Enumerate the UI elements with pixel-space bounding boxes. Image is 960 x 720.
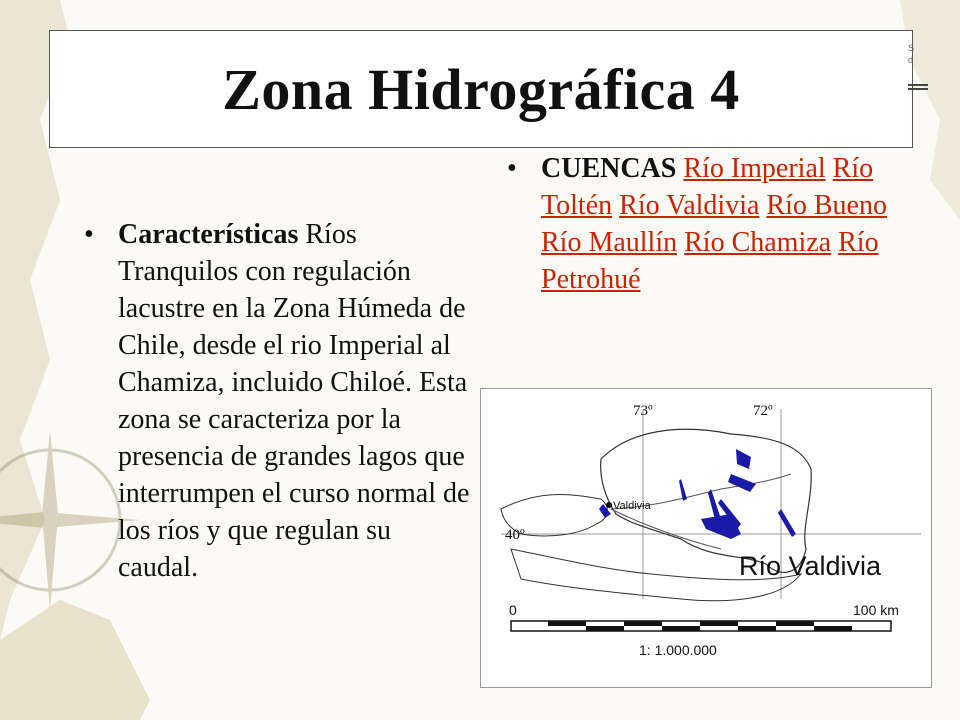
- caracteristicas-text: Ríos Tranquilos con regulación lacustre en la Zona Húmeda de Chile, desde el rio Imperial al Chamiza, incluido Chiloé. Esta zona se caracteriza por la presencia de grandes lagos que interrumpen el curso normal de los ríos y que regulan su caudal.: [118, 219, 470, 583]
- right-column: [505, 150, 900, 298]
- lake: [679, 479, 687, 501]
- river-line: [611, 509, 721, 549]
- bullet-icon: •: [507, 153, 517, 184]
- corner-decoration: S d: [908, 43, 915, 65]
- map-title: Río Valdivia: [739, 551, 882, 581]
- link-rio-imperial[interactable]: Río Imperial: [683, 153, 826, 184]
- corner-lines-decoration: [908, 84, 928, 92]
- left-column: [82, 216, 472, 586]
- city-marker: [606, 502, 612, 508]
- link-rio-bueno[interactable]: Río Bueno: [766, 190, 887, 221]
- lake: [736, 449, 751, 469]
- link-rio-chamiza[interactable]: Río Chamiza: [684, 227, 832, 258]
- caracteristicas-item: [82, 216, 472, 586]
- cuencas-heading: CUENCAS: [541, 153, 677, 184]
- slide-title: Zona Hidrográfica 4: [222, 56, 740, 122]
- bullet-icon: •: [84, 219, 94, 250]
- lake: [728, 474, 756, 492]
- lon-label-73: 73º: [633, 403, 653, 419]
- scale-start-label: 0: [509, 602, 517, 618]
- lat-label-40: 40º: [505, 527, 525, 543]
- link-rio-maullin[interactable]: Río Maullín: [541, 227, 678, 258]
- lon-label-72: 72º: [753, 403, 773, 419]
- caracteristicas-heading: Características: [118, 219, 299, 250]
- cuencas-item: [505, 150, 900, 298]
- scale-ratio-label: 1: 1.000.000: [639, 642, 717, 658]
- city-label-valdivia: Valdivia: [613, 500, 651, 512]
- scale-end-label: 100 km: [853, 602, 899, 618]
- link-rio-valdivia[interactable]: Río Valdivia: [619, 190, 760, 221]
- rio-valdivia-map: [480, 388, 932, 688]
- link-rio-petrohue[interactable]: Río Petrohué: [541, 227, 879, 295]
- link-rio-tolten[interactable]: Río Toltén: [541, 153, 874, 221]
- title-box: [49, 30, 913, 148]
